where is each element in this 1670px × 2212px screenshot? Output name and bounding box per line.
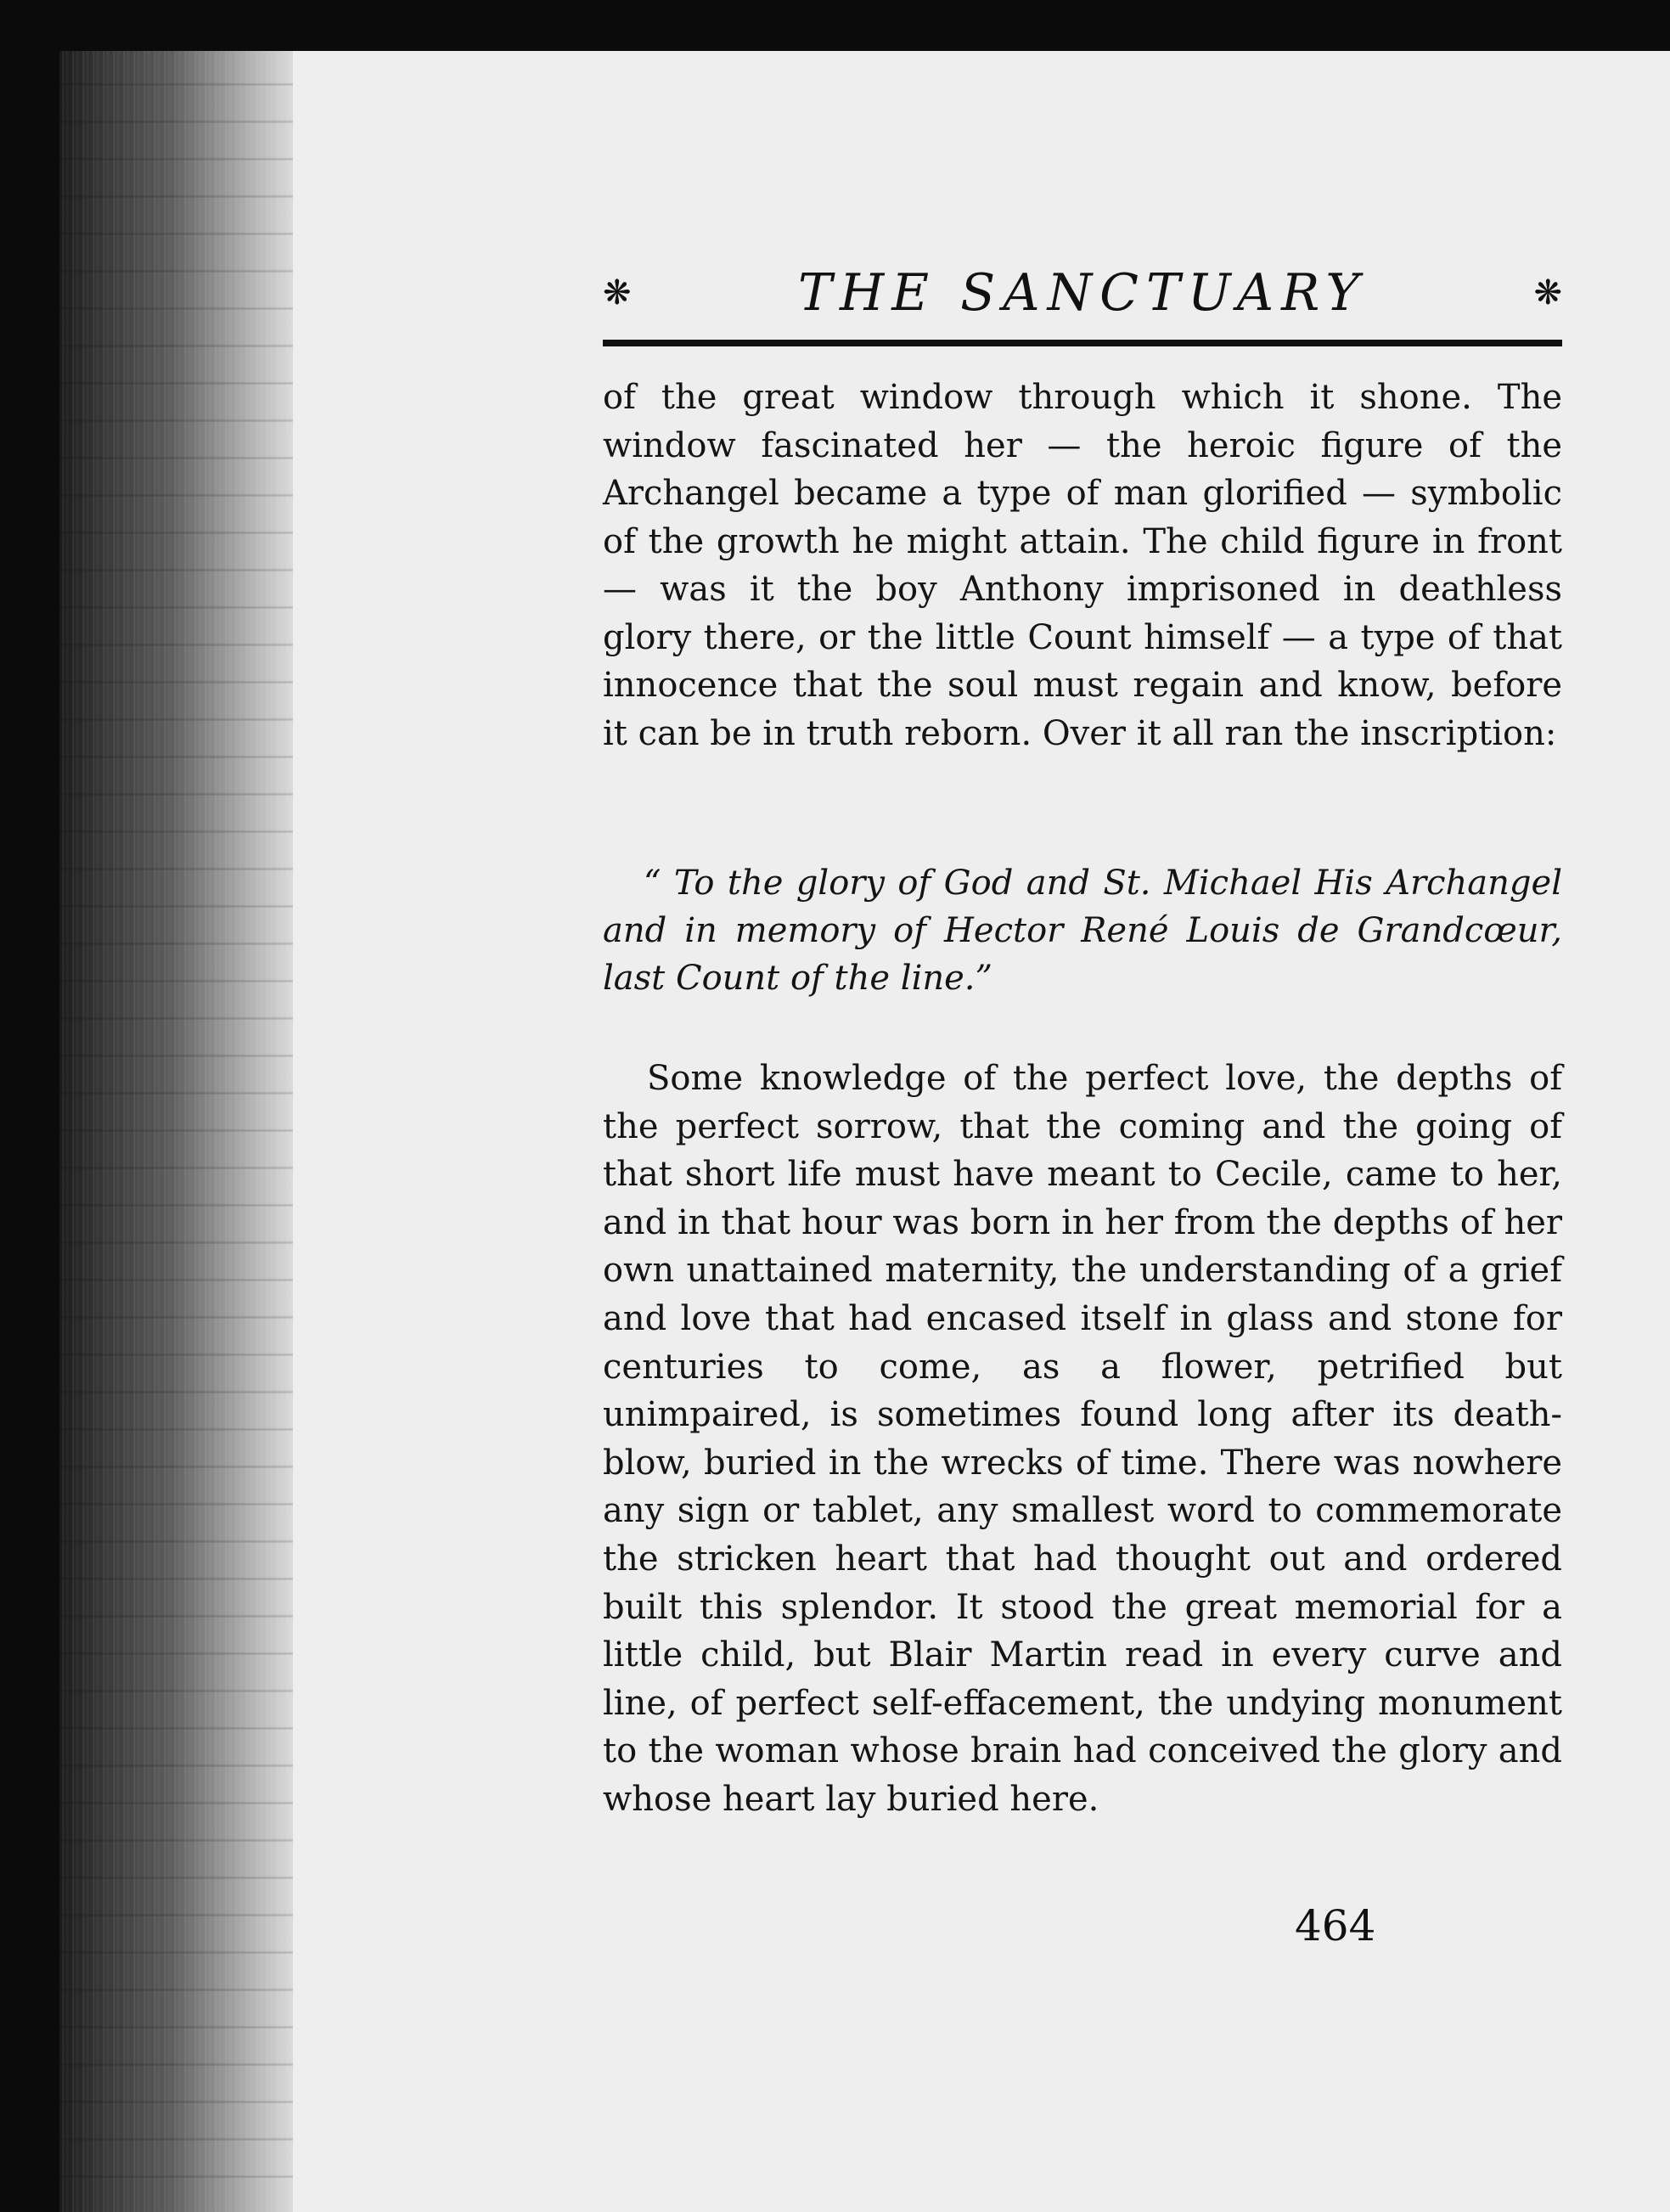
book-fore-edge — [59, 51, 306, 2212]
running-title: THE SANCTUARY — [797, 263, 1368, 323]
header-rule — [603, 340, 1562, 346]
running-header — [603, 259, 1562, 352]
ornament-right-icon: ❋ — [1533, 273, 1562, 312]
inscription-quote: “ To the glory of God and St. Michael His Archangel and in memory of Hector René Louis de Grandcœur, last Count of the line.” — [603, 864, 1562, 998]
paragraph-first: of the great window through which it shone. The window fascinated her — the heroic figure of the Archangel became a type of man glorified — symbolic of the growth he might attain. The child figure in front — was it the boy Anthony imprisoned in deathless glory there, or the little Count himself — a type of that innocence that the soul must regain and know, before it can be in truth reborn. Over it all ran the inscription: — [603, 378, 1562, 753]
paragraph-second: Some knowledge of the perfect love, the depths of the perfect sorrow, that the coming and the going of that short life must have meant to Cecile, came to her, and in that hour was born in her from the depths of her own unattained maternity, the understanding of a grief and love that had encased itself in glass and stone for centuries to come, as a flower, petrified but unimpaired, is sometimes found long after its death-blow, buried in the wrecks of time. There was nowhere any sign or tablet, any smallest word to commemorate the stricken heart that had thought out and ordered built this splendor. It stood the great memorial for a little child, but Blair Martin read in every curve and line, of perfect self-effacement, the undying monument to the woman whose brain had conceived the glory and whose heart lay buried here. — [603, 1059, 1562, 1819]
page-number: 464 — [1295, 1901, 1376, 1950]
ornament-left-icon: ❋ — [603, 273, 632, 312]
